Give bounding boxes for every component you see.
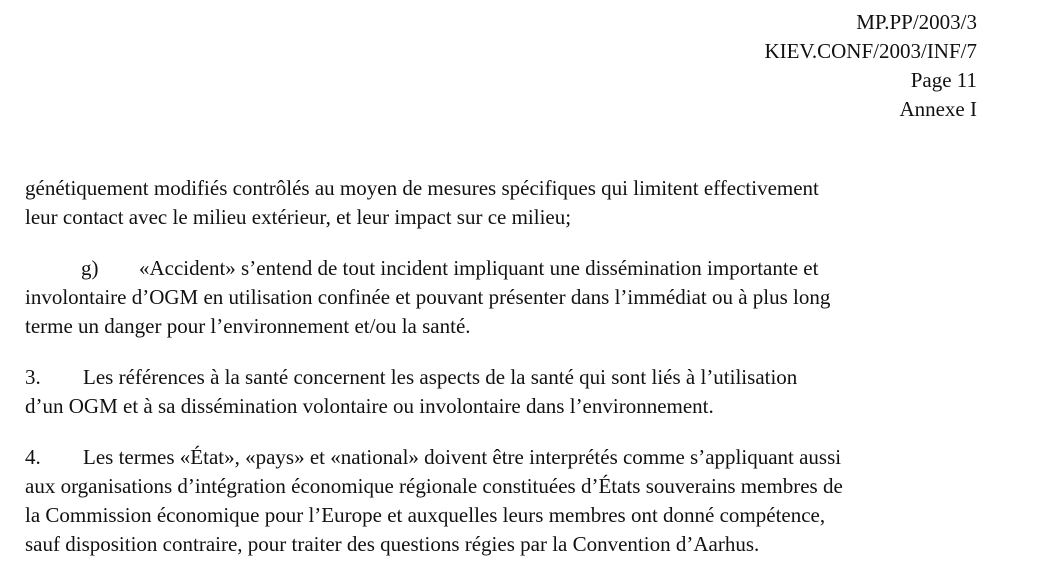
- paragraph-3-health: [25, 363, 985, 421]
- document-body: [25, 174, 985, 581]
- paragraph-line: leur contact avec le milieu extérieur, et leur impact sur ce milieu;: [25, 205, 572, 229]
- paragraph-label: 4.: [25, 445, 41, 469]
- paragraph-line: terme un danger pour l’environnement et/ou la santé.: [25, 314, 471, 338]
- paragraph-line: [25, 363, 985, 392]
- paragraph-line: génétiquement modifiés contrôlés au moyen de mesures spécifiques qui limitent effectivement: [25, 176, 819, 200]
- paragraph-line: [25, 254, 985, 283]
- paragraph-line: involontaire d’OGM en utilisation confinée et pouvant présenter dans l’immédiat ou à plus long: [25, 285, 831, 309]
- annex-label: Annexe I: [899, 97, 977, 121]
- paragraph-label: g): [81, 256, 99, 280]
- document-symbol-secondary: KIEV.CONF/2003/INF/7: [764, 39, 977, 63]
- paragraph-line-text: Les références à la santé concernent les aspects de la santé qui sont liés à l’utilisation: [83, 365, 798, 389]
- paragraph-4-terms: [25, 443, 985, 559]
- paragraph-line-text: Les termes «État», «pays» et «national» doivent être interprétés comme s’appliquant aussi: [83, 445, 842, 469]
- paragraph-line: aux organisations d’intégration économique régionale constituées d’États souverains membres de: [25, 474, 843, 498]
- document-header: [764, 8, 977, 124]
- page-number: Page 11: [910, 68, 977, 92]
- paragraph-line: d’un OGM et à sa dissémination volontaire ou involontaire dans l’environnement.: [25, 394, 714, 418]
- paragraph-continuation: [25, 174, 985, 232]
- paragraph-g-accident: [25, 254, 985, 341]
- paragraph-line-text: «Accident» s’entend de tout incident impliquant une dissémination importante et: [139, 256, 819, 280]
- paragraph-line: [25, 443, 985, 472]
- paragraph-line: la Commission économique pour l’Europe et auxquelles leurs membres ont donné compétence,: [25, 503, 826, 527]
- paragraph-line: sauf disposition contraire, pour traiter des questions régies par la Convention d’Aarhus.: [25, 532, 760, 556]
- document-symbol: MP.PP/2003/3: [856, 10, 977, 34]
- paragraph-label: 3.: [25, 365, 41, 389]
